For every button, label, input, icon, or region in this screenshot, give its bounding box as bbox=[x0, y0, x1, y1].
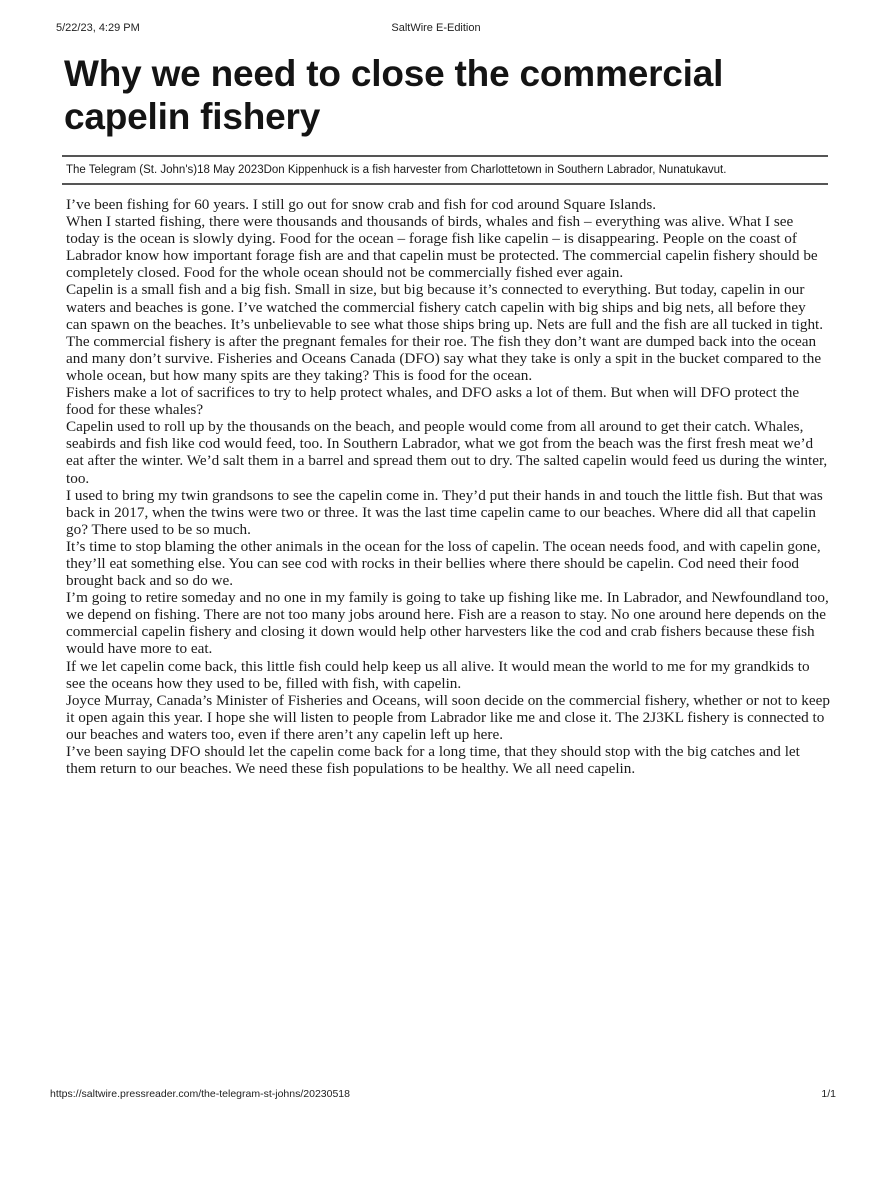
article-headline: Why we need to close the commercial capelin fishery bbox=[64, 53, 724, 137]
article-paragraph: If we let capelin come back, this little fish could help keep us all alive. It would mean the world to me for my grandkids to see the oceans how they used to be, filled with fish, with capelin. bbox=[66, 657, 810, 692]
print-site-title: SaltWire E-Edition bbox=[391, 22, 481, 34]
article-body bbox=[66, 196, 830, 777]
article-byline: The Telegram (St. John's)18 May 2023Don Kippenhuck is a fish harvester from Charlottetown in Southern Labrador, Nunatukavut. bbox=[66, 164, 727, 176]
article-paragraph: I used to bring my twin grandsons to see the capelin come in. They’d put their hands in and touch the little fish. But that was back in 2017, when the twins were two or three. It was the last time capelin came to our beaches. Where did all that capelin go? There used to be so much. bbox=[66, 486, 823, 538]
print-page-number: 1/1 bbox=[821, 1088, 836, 1100]
article-paragraph: Fishers make a lot of sacrifices to try to help protect whales, and DFO asks a lot of them. But when will DFO protect the food for these whales? bbox=[66, 384, 800, 419]
byline-rule-top bbox=[62, 155, 828, 157]
print-url: https://saltwire.pressreader.com/the-telegram-st-johns/20230518 bbox=[50, 1088, 350, 1100]
article-paragraph: I’m going to retire someday and no one in my family is going to take up fishing like me. In Labrador, and Newfoundland too, we depend on fishing. There are not too many jobs around here. Fish are a reason to stay. No one around here depends on the commercial capelin fishery and closing it down would help other harvesters like the cod and crab fishers because these fish would have more to eat. bbox=[66, 589, 829, 658]
print-date: 5/22/23, 4:29 PM bbox=[56, 22, 140, 34]
article-paragraph: The commercial fishery is after the pregnant females for their roe. The fish they don’t want are dumped back into the ocean and many don’t survive. Fisheries and Oceans Canada (DFO) say what they take is only a spit in the bucket compared to the whole ocean, but how many spits are they taking? This is food for the ocean. bbox=[66, 332, 822, 384]
byline-rule-bottom bbox=[62, 183, 828, 185]
print-header bbox=[0, 22, 872, 38]
article-paragraph: I’ve been fishing for 60 years. I still go out for snow crab and fish for cod around Square Islands. bbox=[66, 196, 657, 213]
article-paragraph: I’ve been saying DFO should let the capelin come back for a long time, that they should stop with the big catches and let them return to our beaches. We need these fish populations to be healthy. We all need capelin. bbox=[66, 743, 800, 778]
article-paragraph: Joyce Murray, Canada’s Minister of Fisheries and Oceans, will soon decide on the commercial fishery, whether or not to keep it open again this year. I hope she will listen to people from Labrador like me and close it. The 2J3KL fishery is connected to our beaches and waters too, even if there aren’t any capelin left up here. bbox=[66, 691, 830, 743]
article-paragraph: When I started fishing, there were thousands and thousands of birds, whales and fish – everything was alive. What I see today is the ocean is slowly dying. Food for the ocean – forage fish like capelin – is disappearing. People on the coast of Labrador know how important forage fish are and that capelin must be protected. The commercial capelin fishery should be completely closed. Food for the whole ocean should not be commercially fished ever again. bbox=[66, 213, 818, 282]
article-paragraph: It’s time to stop blaming the other animals in the ocean for the loss of capelin. The ocean needs food, and with capelin gone, they’ll eat something else. You can see cod with rocks in their bellies where there should be capelin. Cod need their food brought back and so do we. bbox=[66, 537, 821, 590]
article-paragraph: Capelin used to roll up by the thousands on the beach, and people would come from all around to get their catch. Whales, seabirds and fish like cod would feed, too. In Southern Labrador, what we got from the beach was the first fresh meat we’d eat after the winter. We’d salt them in a barrel and spread them out to dry. The salted capelin would feed us during the winter, too. bbox=[66, 418, 828, 487]
article-paragraph: Capelin is a small fish and a big fish. Small in size, but big because it’s connected to everything. But today, capelin in our waters and beaches is gone. I’ve watched the commercial fishery catch capelin with big ships and big nets, all before they can spawn on the beaches. It’s unbelievable to see what those ships bring up. Nets are full and the fish are all tucked in tight. bbox=[66, 281, 824, 333]
